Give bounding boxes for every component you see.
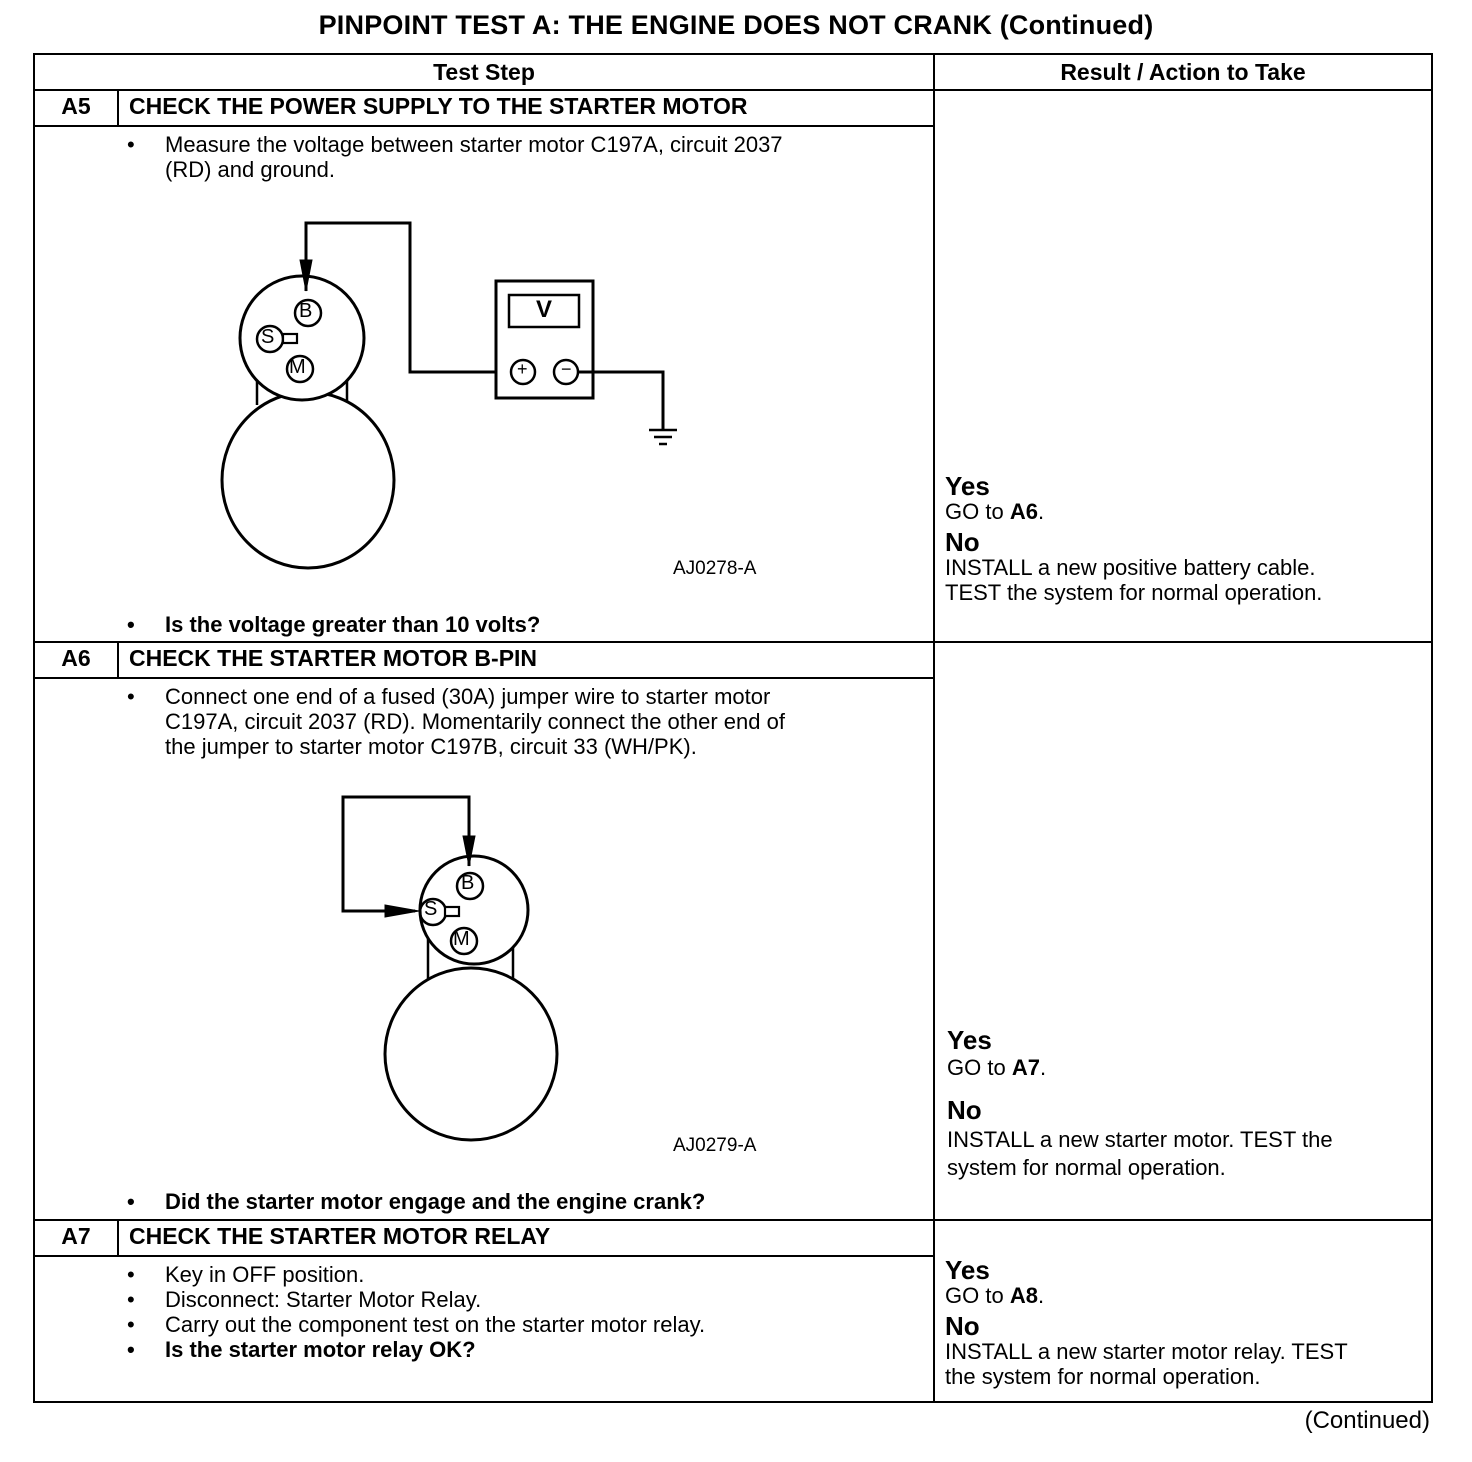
step-id-a5: A5 <box>61 93 91 119</box>
result-a6-no-label: No <box>947 1095 982 1125</box>
result-a7: Yes GO to A8. No INSTALL a new starter motor relay. TEST the system for normal operation. <box>945 1255 1348 1389</box>
result-a5-no-label: No <box>945 527 980 557</box>
row-divider-a7 <box>35 1219 1431 1221</box>
result-a5-yes-label: Yes <box>945 471 990 501</box>
fig-label-s: S <box>424 898 438 920</box>
result-a5-yes-action: GO to A6. <box>945 499 1045 524</box>
result-a6-yes-action: GO to A7. <box>947 1055 1047 1080</box>
meter-label-v: V <box>536 296 553 323</box>
result-a7-yes-action: GO to A8. <box>945 1283 1045 1308</box>
step-title-a7: CHECK THE STARTER MOTOR RELAY <box>129 1223 551 1249</box>
column-divider <box>933 55 935 1401</box>
header-result: Result / Action to Take <box>1060 59 1306 85</box>
pinpoint-test-table: Test Step Result / Action to Take A5 CHECK THE POWER SUPPLY TO THE STARTER MOTOR • Measure the voltage between starter motor C197A, circuit 2037 (RD) and ground. B S M V + − AJ0278-A • Is the voltage greater than 10 volts? Yes GO to A6. No INSTALL a new positive battery cable. TEST the system for normal operation. A6 CHECK THE STARTER MOTOR B-PIN • Connect one end of a fused (30A) jumper wire to starter motor C197A, circuit 2037 (RD). Momentarily connect the other end of the jumper to starter motor C197B, circuit 33 (WH/PK). B S M AJ0279-A • Did the starter motor engage and the engine crank? Yes GO to A7. No INSTALL a new starter motor. TEST the system for normal operation. A7 CHECK THE STARTER MOTOR RELAY • Key in OFF position. • Disconnect: Starter Motor Relay. • Carry out the component test on the starter motor relay. • Is the starter motor relay OK? Yes GO to A8. No INSTALL a new starter motor relay. TEST the system for normal operation. <box>33 53 1433 1403</box>
step-id-a7: A7 <box>61 1223 91 1249</box>
step-title-a5: CHECK THE POWER SUPPLY TO THE STARTER MOTOR <box>129 93 748 119</box>
starter-voltage-diagram <box>35 55 933 615</box>
figure-ref-a6: AJ0279-A <box>673 1135 757 1156</box>
result-a7-yes-label: Yes <box>945 1255 990 1285</box>
result-a6-yes-label: Yes <box>947 1025 992 1055</box>
step-id-a6: A6 <box>61 645 91 671</box>
meter-minus-label: − <box>561 359 572 379</box>
fig-label-m: M <box>453 928 470 950</box>
fig-label-s: S <box>261 326 275 348</box>
step-title-a6: CHECK THE STARTER MOTOR B-PIN <box>129 645 538 671</box>
meter-plus-label: + <box>517 359 528 379</box>
fig-label-b: B <box>461 872 475 894</box>
page-title: PINPOINT TEST A: THE ENGINE DOES NOT CRANK (Continued) <box>318 10 1154 40</box>
fig-label-m: M <box>289 356 306 378</box>
fig-label-b: B <box>299 300 313 322</box>
starter-jumper-diagram <box>35 641 933 1201</box>
figure-ref-a5: AJ0278-A <box>673 558 757 579</box>
header-test-step: Test Step <box>433 59 535 85</box>
continued-note: (Continued) <box>1304 1407 1430 1434</box>
result-a5: Yes GO to A6. No INSTALL a new positive battery cable. TEST the system for normal operation. <box>945 471 1323 605</box>
result-a7-no-label: No <box>945 1311 980 1341</box>
result-a6: Yes GO to A7. No INSTALL a new starter motor. TEST the system for normal operation. <box>947 1025 1333 1180</box>
